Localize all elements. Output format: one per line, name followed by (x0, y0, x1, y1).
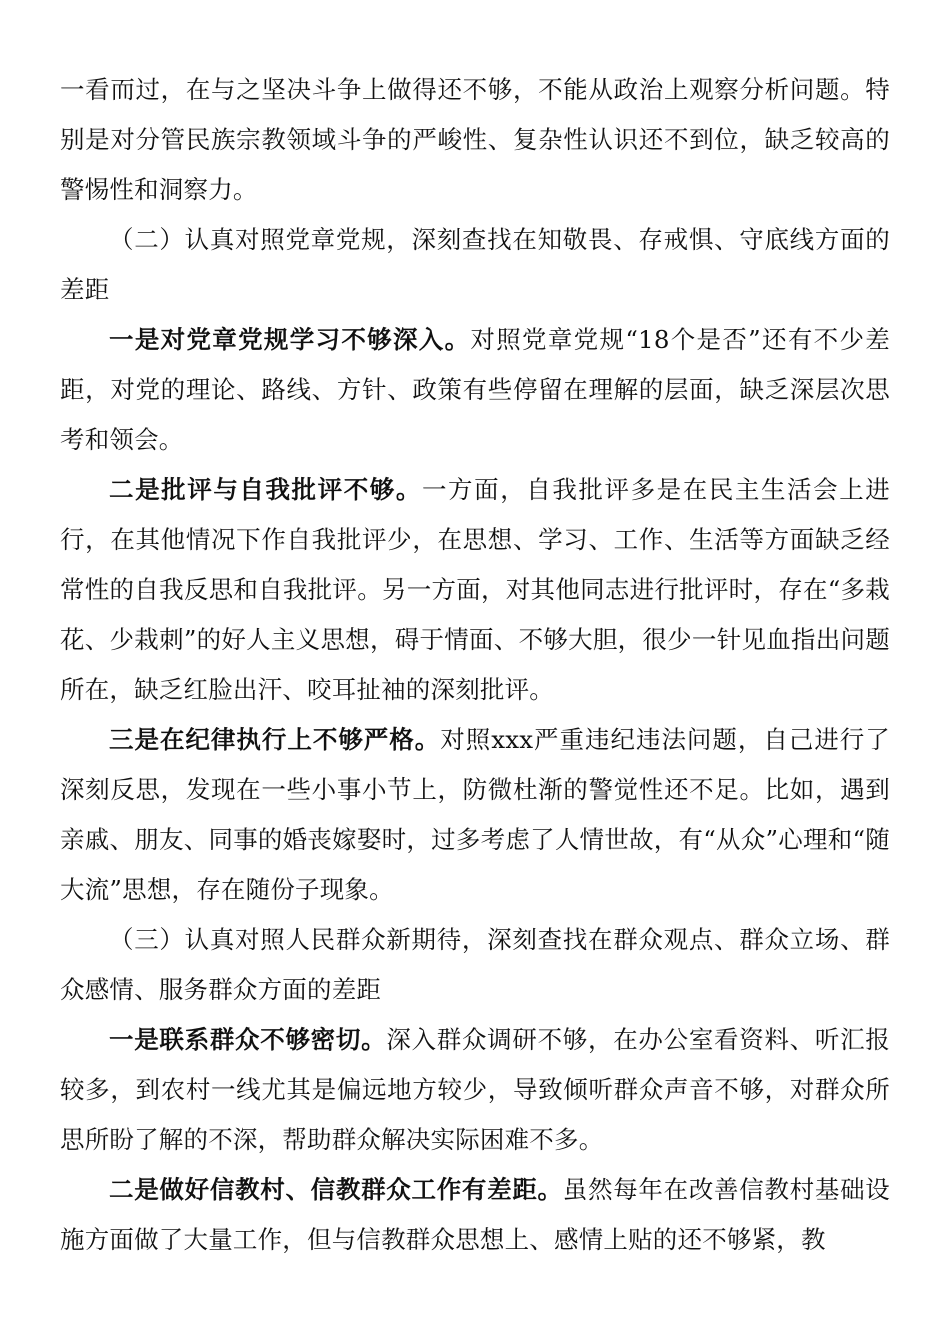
paragraph-text: 虽然每年在改善信教村基础设施方面做了大量工作，但与信教群众思想上、感情上贴的还不够紧，教 (60, 1175, 890, 1254)
paragraph-text: 一看而过，在与之坚决斗争上做得还不够，不能从政治上观察分析问题。特别是对分管民族宗教领域斗争的严峻性、复杂性认识还不到位，缺乏较高的警惕性和洞察力。 (60, 75, 890, 204)
paragraph-point-3 (60, 715, 890, 915)
paragraph-lead: 二是批评与自我批评不够。 (109, 475, 422, 504)
section-heading-3 (60, 915, 890, 1015)
paragraph-lead: 一是联系群众不够密切。 (109, 1025, 387, 1054)
document-page (60, 65, 890, 1265)
section-heading-text: （三）认真对照人民群众新期待，深刻查找在群众观点、群众立场、群众感情、服务群众方面的差距 (60, 925, 890, 1004)
paragraph-text: 对照党章党规“18个是否”还有不少差距，对党的理论、路线、方针、政策有些停留在理解的层面，缺乏深层次思考和领会。 (60, 325, 890, 454)
paragraph-point-2 (60, 465, 890, 715)
paragraph-text: 一方面，自我批评多是在民主生活会上进行，在其他情况下作自我批评少，在思想、学习、工作、生活等方面缺乏经常性的自我反思和自我批评。另一方面，对其他同志进行批评时，存在“多栽花、少栽刺”的好人主义思想，碍于情面、不够大胆，很少一针见血指出问题所在，缺乏红脸出汗、咬耳扯袖的深刻批评。 (60, 475, 890, 704)
paragraph-lead: 三是在纪律执行上不够严格。 (109, 725, 441, 754)
paragraph-text: 对照xxx严重违纪违法问题，自己进行了深刻反思，发现在一些小事小节上，防微杜渐的警觉性还不足。比如，遇到亲戚、朋友、同事的婚丧嫁娶时，过多考虑了人情世故，有“从众”心理和“随大流”思想，存在随份子现象。 (60, 725, 890, 904)
section-heading-2 (60, 215, 890, 315)
paragraph-text: 深入群众调研不够，在办公室看资料、听汇报较多，到农村一线尤其是偏远地方较少，导致倾听群众声音不够，对群众所思所盼了解的不深，帮助群众解决实际困难不多。 (60, 1025, 890, 1154)
paragraph-point-2 (60, 1165, 890, 1265)
paragraph-point-1 (60, 315, 890, 465)
paragraph-continuation (60, 65, 890, 215)
paragraph-lead: 二是做好信教村、信教群众工作有差距。 (109, 1175, 563, 1204)
section-heading-text: （二）认真对照党章党规，深刻查找在知敬畏、存戒惧、守底线方面的差距 (60, 225, 890, 304)
paragraph-point-1 (60, 1015, 890, 1165)
paragraph-lead: 一是对党章党规学习不够深入。 (109, 325, 471, 354)
